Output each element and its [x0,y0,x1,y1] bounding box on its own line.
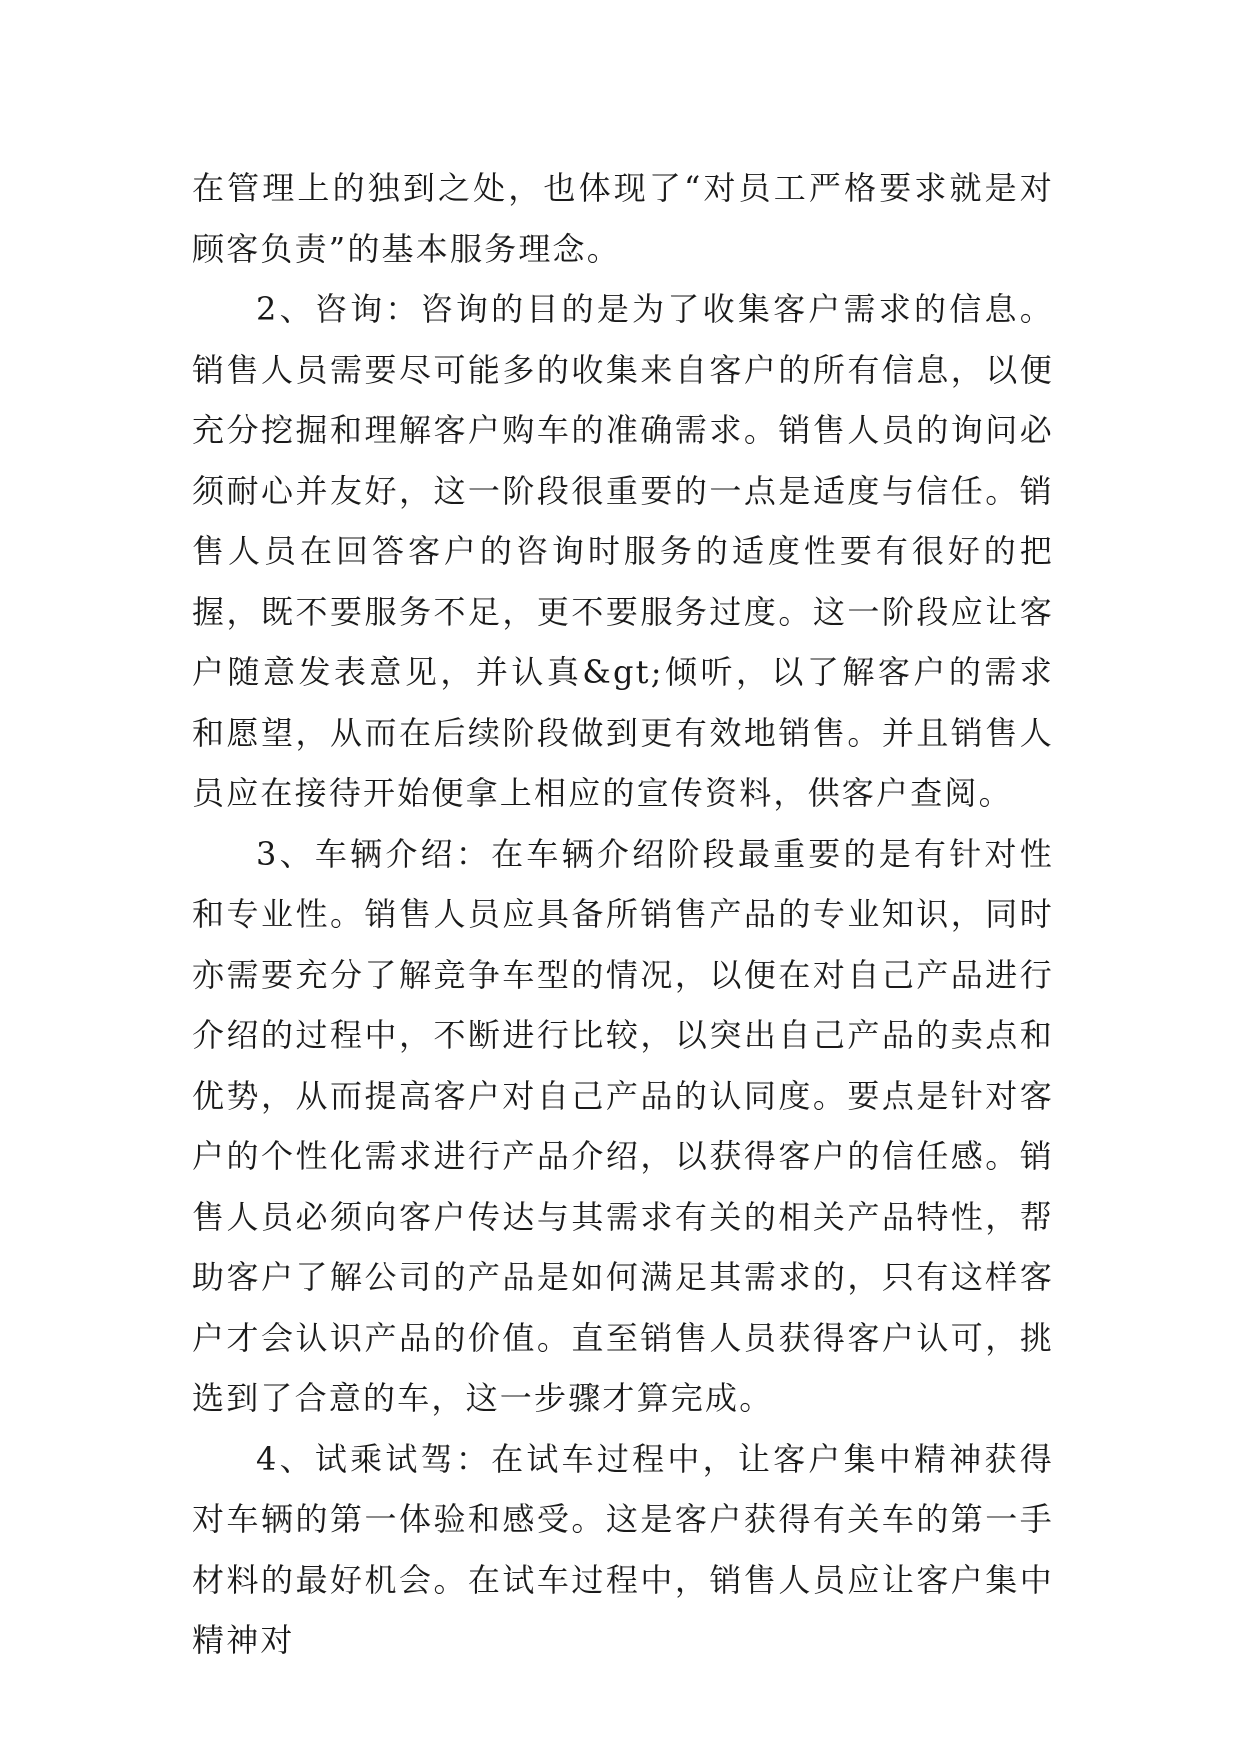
document-page [192,158,1054,1671]
paragraph-consultation: 2、咨询：咨询的目的是为了收集客户需求的信息。销售人员需要尽可能多的收集来自客户的所有信息，以便充分挖掘和理解客户购车的准确需求。销售人员的询问必须耐心并友好，这一阶段很重要的一点是适度与信任。销售人员在回答客户的咨询时服务的适度性要有很好的把握，既不要服务不足，更不要服务过度。这一阶段应让客户随意发表意见，并认真&gt;倾听，以了解客户的需求和愿望，从而在后续阶段做到更有效地销售。并且销售人员应在接待开始便拿上相应的宣传资料，供客户查阅。 [192,290,1054,812]
paragraph-continuation: 在管理上的独到之处，也体现了“对员工严格要求就是对顾客负责”的基本服务理念。 [192,169,1054,268]
paragraph-test-drive: 4、试乘试驾：在试车过程中，让客户集中精神获得对车辆的第一体验和感受。这是客户获得有关车的第一手材料的最好机会。在试车过程中，销售人员应让客户集中精神对 [192,1439,1054,1659]
paragraph-vehicle-introduction: 3、车辆介绍：在车辆介绍阶段最重要的是有针对性和专业性。销售人员应具备所销售产品的专业知识，同时亦需要充分了解竞争车型的情况，以便在对自己产品进行介绍的过程中，不断进行比较，以突出自己产品的卖点和优势，从而提高客户对自己产品的认同度。要点是针对客户的个性化需求进行产品介绍，以获得客户的信任感。销售人员必须向客户传达与其需求有关的相关产品特性，帮助客户了解公司的产品是如何满足其需求的，只有这样客户才会认识产品的价值。直至销售人员获得客户认可，挑选到了合意的车，这一步骤才算完成。 [192,834,1054,1417]
